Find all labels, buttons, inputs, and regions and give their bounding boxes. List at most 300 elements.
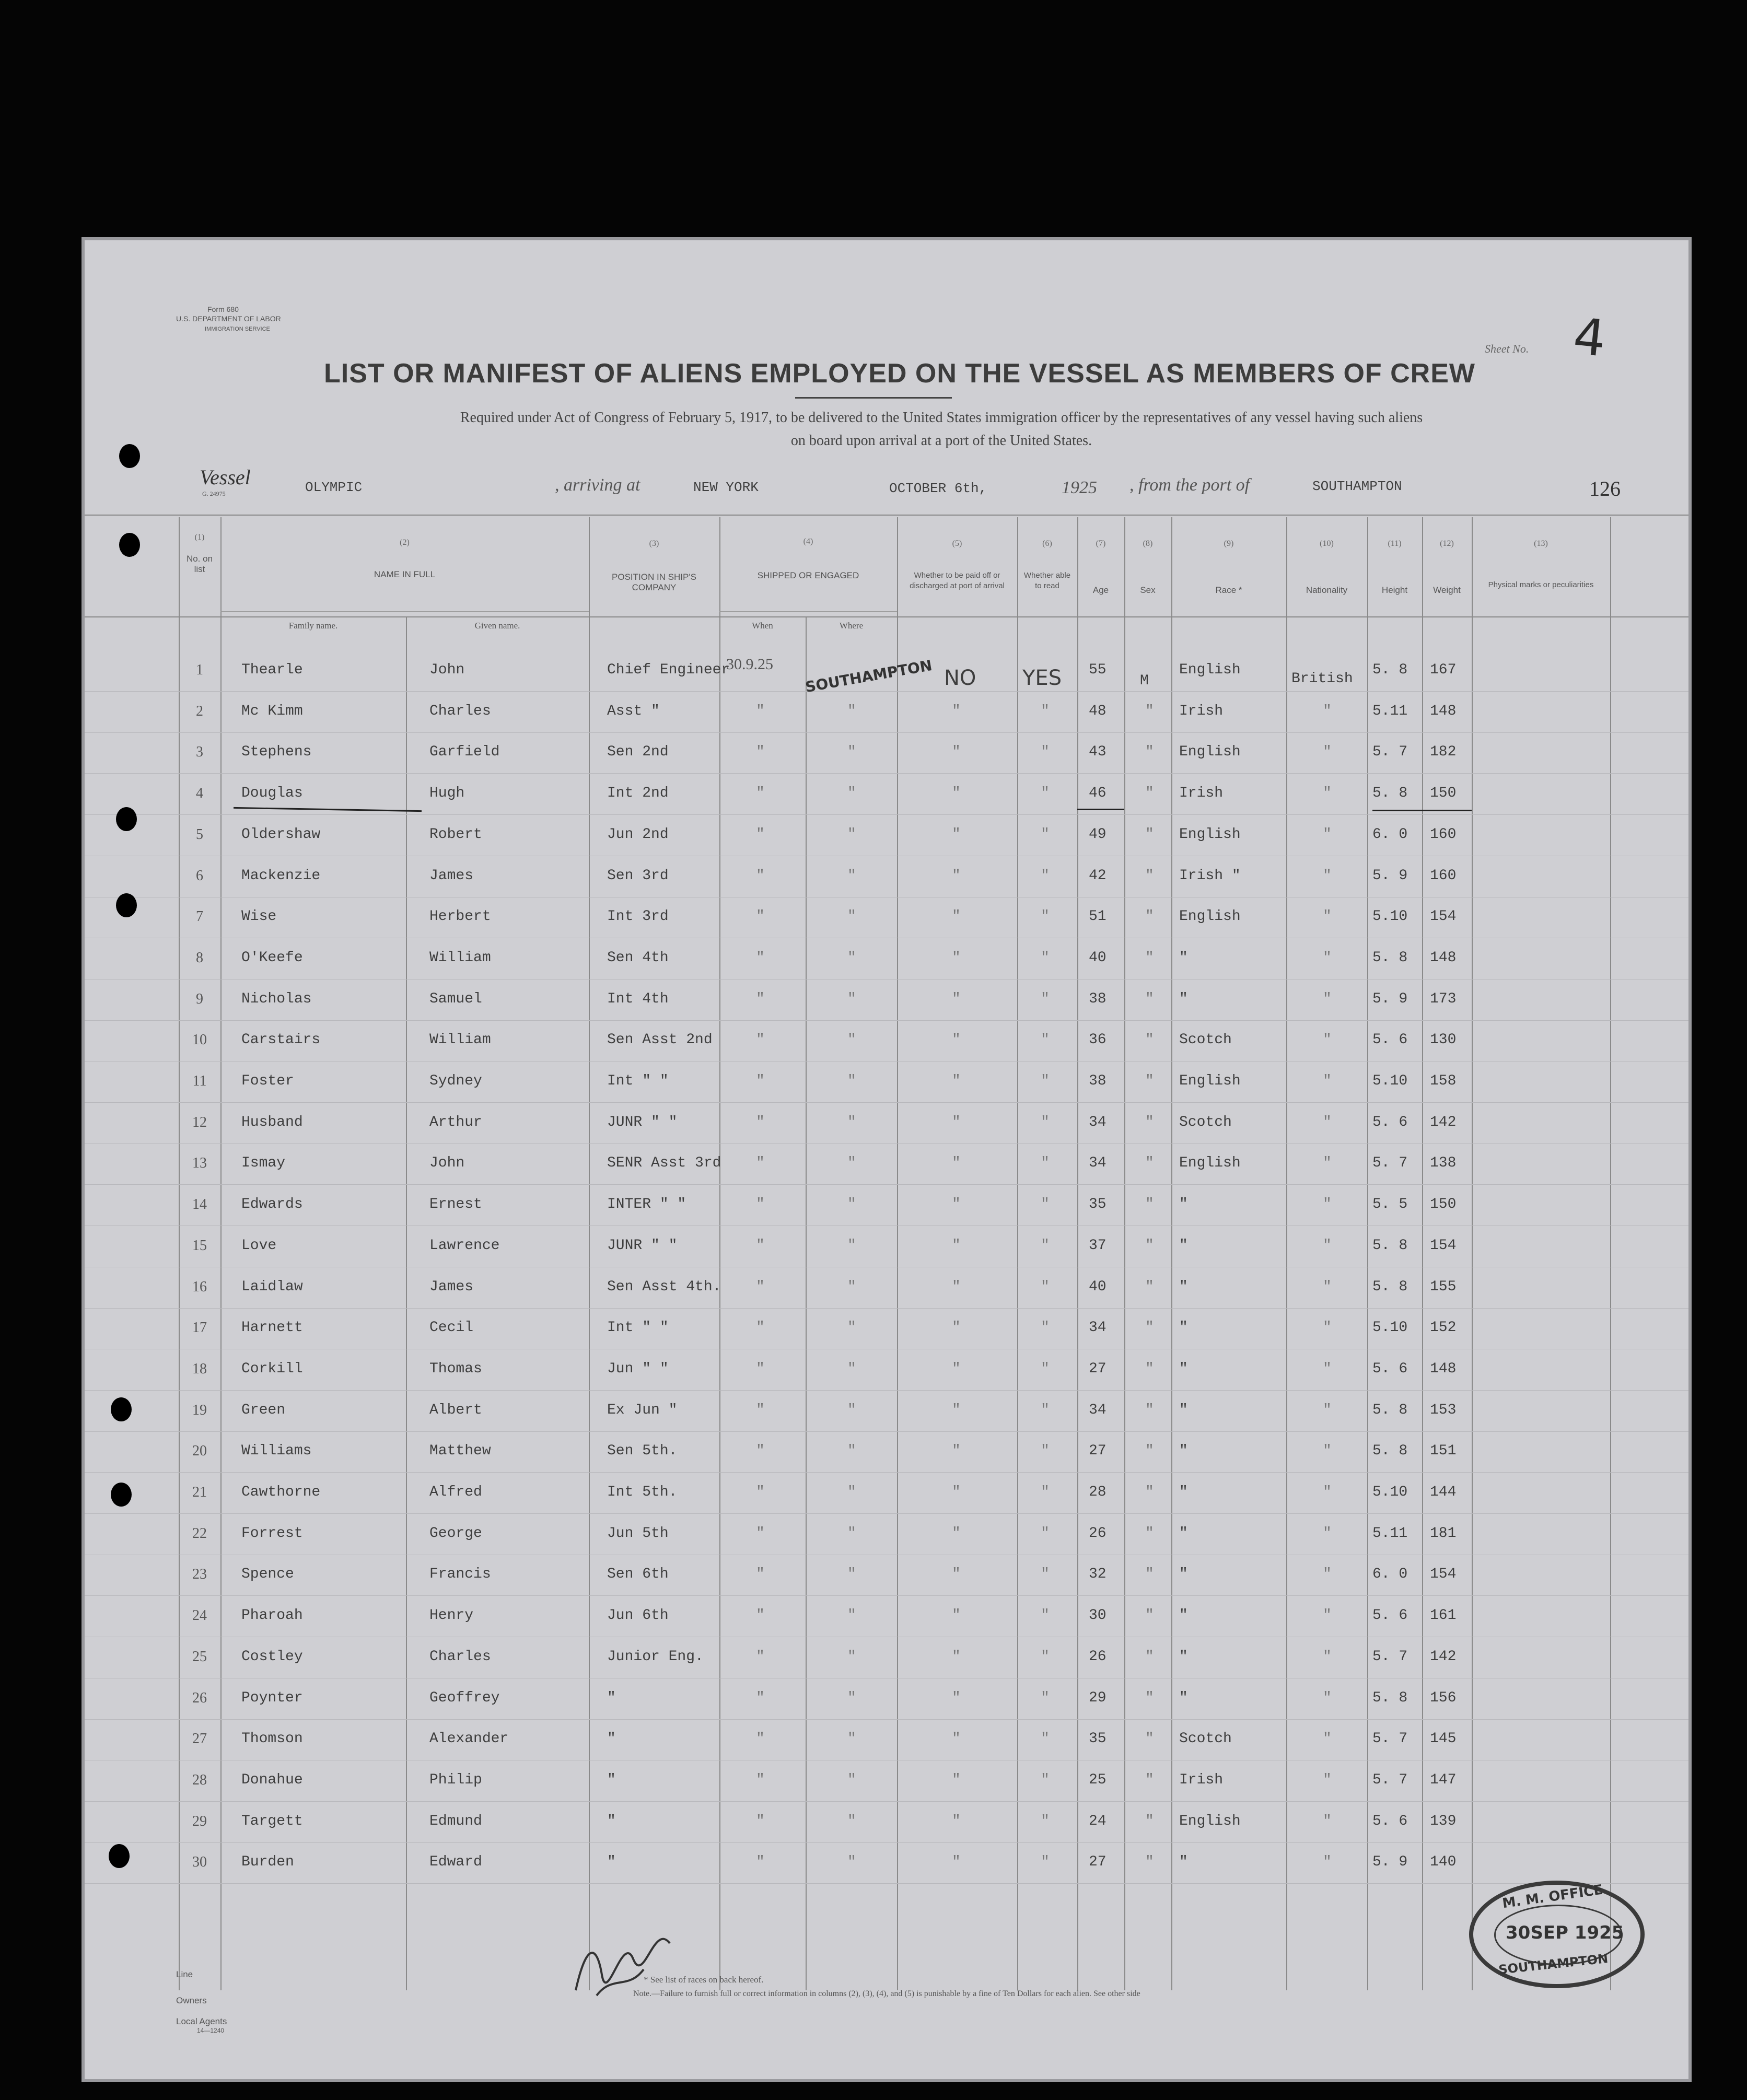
ditto-mark: " [1323, 785, 1332, 802]
arriving-label: , arriving at [555, 475, 640, 495]
row-weight: 158 [1430, 1073, 1457, 1089]
ditto-mark: " [1041, 1320, 1050, 1336]
row-no: 10 [192, 1032, 207, 1048]
ditto-mark: " [847, 1689, 856, 1706]
ditto-mark: " [1323, 1032, 1332, 1048]
when-header: When [752, 621, 773, 631]
row-position: JUNR " " [607, 1114, 678, 1130]
col11-header: Height [1381, 585, 1408, 595]
row-no: 8 [196, 949, 203, 966]
ditto-mark: " [1145, 1771, 1154, 1788]
ditto-mark: " [847, 1484, 856, 1500]
subtitle-line-2: on board upon arrival at a port of the United States. [790, 433, 1092, 449]
row-height: 5. 6 [1372, 1607, 1408, 1624]
ditto-mark: " [1145, 1402, 1154, 1418]
row-race: English [1179, 826, 1241, 843]
row-race: " [1179, 1443, 1188, 1460]
agents-code: 14—1240 [197, 2027, 225, 2034]
row-weight: 142 [1430, 1114, 1457, 1130]
ditto-mark: " [756, 1771, 765, 1788]
ditto-mark: " [756, 1525, 765, 1542]
row-race: " [1179, 1607, 1188, 1624]
row-position: Int 3rd [607, 908, 669, 925]
ditto-mark: " [1323, 949, 1332, 966]
row-race: English [1179, 1813, 1241, 1829]
row-race: Scotch [1179, 1032, 1232, 1048]
row-position: " [607, 1813, 616, 1829]
ditto-mark: " [1041, 785, 1050, 802]
table-row [85, 856, 1688, 897]
ditto-mark: " [952, 949, 961, 966]
ditto-mark: " [847, 949, 856, 966]
punch-hole [119, 444, 140, 468]
ditto-mark: " [1041, 908, 1050, 925]
ditto-mark: " [1145, 949, 1154, 966]
table-top-rule [85, 515, 1688, 516]
strike-row-4-measure [1372, 810, 1472, 811]
row-no: 17 [192, 1320, 207, 1336]
table-row [85, 1802, 1688, 1843]
row-age: 55 [1089, 662, 1107, 678]
ditto-mark: " [1145, 1196, 1154, 1213]
col10-header: Nationality [1306, 585, 1348, 595]
table-row [85, 1349, 1688, 1391]
row-no: 27 [192, 1731, 207, 1747]
row-no: 12 [192, 1114, 207, 1130]
row-race: Irish [1179, 785, 1224, 802]
ditto-mark: " [1041, 1402, 1050, 1418]
ditto-mark: " [1323, 990, 1332, 1007]
punch-hole [116, 893, 137, 917]
row-race: English [1179, 1155, 1241, 1172]
ditto-mark: " [1145, 1854, 1154, 1871]
col13-header: Physical marks or peculiarities [1488, 580, 1594, 589]
row-position: Jun 2nd [607, 826, 669, 843]
row-height: 5. 5 [1372, 1196, 1408, 1213]
table-row [85, 938, 1688, 979]
ditto-mark: " [952, 1032, 961, 1048]
row-race: " [1179, 1525, 1188, 1542]
row-race: " [1179, 1278, 1188, 1295]
row-family: Costley [241, 1648, 303, 1665]
row-position: Int 4th [607, 990, 669, 1007]
vessel-label: Vessel [200, 465, 251, 489]
row-weight: 130 [1430, 1032, 1457, 1048]
document-title: LIST OR MANIFEST OF ALIENS EMPLOYED ON THE VESSEL AS MEMBERS OF CREW [324, 358, 1475, 389]
ditto-mark: " [847, 1771, 856, 1788]
row-given: Garfield [429, 744, 500, 761]
ditto-mark: " [952, 1237, 961, 1254]
ditto-mark: " [952, 1648, 961, 1665]
ditto-mark: " [1145, 1566, 1154, 1583]
row-weight: 154 [1430, 1237, 1457, 1254]
row-age: 27 [1089, 1854, 1107, 1871]
ditto-mark: " [952, 1360, 961, 1377]
table-row [85, 897, 1688, 938]
ditto-mark: " [847, 1073, 856, 1089]
row-weight: 154 [1430, 1566, 1457, 1583]
row-weight: 182 [1430, 744, 1457, 761]
row-no: 25 [192, 1648, 207, 1665]
row-race: Irish [1179, 1771, 1224, 1788]
ditto-mark: " [847, 1278, 856, 1295]
ditto-mark: " [756, 1196, 765, 1213]
row-no: 21 [192, 1484, 207, 1500]
ditto-mark: " [952, 1443, 961, 1460]
col6-number: (6) [1042, 539, 1052, 548]
row-age: 36 [1089, 1032, 1107, 1048]
row-given: John [429, 1155, 465, 1172]
ditto-mark: " [756, 826, 765, 843]
from-label: , from the port of [1129, 475, 1250, 495]
line-label: Line [176, 1969, 193, 1979]
row-family: Edwards [241, 1196, 303, 1213]
row-age: 27 [1089, 1443, 1107, 1460]
agents-label: Local Agents [176, 2016, 227, 2026]
col2-header: NAME IN FULL [374, 569, 436, 579]
owners-label: Owners [176, 1996, 207, 2005]
col7-number: (7) [1096, 539, 1106, 548]
row-age: 26 [1089, 1525, 1107, 1542]
ditto-mark: " [1323, 1114, 1332, 1130]
row-weight: 142 [1430, 1648, 1457, 1665]
row-age: 30 [1089, 1607, 1107, 1624]
col10-number: (10) [1320, 539, 1334, 548]
table-row [85, 1020, 1688, 1061]
row-race: " [1179, 1566, 1188, 1583]
row-weight: 152 [1430, 1320, 1457, 1336]
row-given: Alexander [429, 1731, 509, 1747]
row-age: 49 [1089, 826, 1107, 843]
ditto-mark: " [1145, 826, 1154, 843]
row-height: 5.10 [1372, 908, 1408, 925]
row-weight: 150 [1430, 1196, 1457, 1213]
row-race: " [1179, 1854, 1188, 1871]
ditto-mark: " [756, 908, 765, 925]
ditto-mark: " [1041, 990, 1050, 1007]
strike-row-4-age [1077, 809, 1124, 810]
table-row [85, 1678, 1688, 1720]
ditto-mark: " [1323, 1278, 1332, 1295]
ditto-mark: " [756, 1813, 765, 1829]
row-height: 5. 9 [1372, 867, 1408, 884]
row-height: 5. 7 [1372, 744, 1408, 761]
ditto-mark: " [756, 785, 765, 802]
col4-header: SHIPPED OR ENGAGED [757, 570, 859, 580]
ditto-mark: " [847, 744, 856, 761]
col2-sub-rule [220, 611, 589, 612]
row-height: 5.10 [1372, 1073, 1408, 1089]
row-race: English [1179, 744, 1241, 761]
row-height: 5. 6 [1372, 1114, 1408, 1130]
ditto-mark: " [756, 1731, 765, 1747]
row-family: Mackenzie [241, 867, 321, 884]
col7-header: Age [1092, 585, 1109, 595]
row-family: Williams [241, 1443, 312, 1460]
ditto-mark: " [1041, 1196, 1050, 1213]
ditto-mark: " [1323, 1607, 1332, 1624]
row-given: Francis [429, 1566, 491, 1583]
row-race: Scotch [1179, 1731, 1232, 1747]
row-age: 38 [1089, 1073, 1107, 1089]
row-weight: 156 [1430, 1689, 1457, 1706]
footnote-penalty: Note.—Failure to furnish full or correct information in columns (2), (3), (4), and (5) is punishable by a fine of Ten Dollars for each alien. See other side [633, 1989, 1140, 1998]
ditto-mark: " [756, 1360, 765, 1377]
ditto-mark: " [952, 1484, 961, 1500]
ditto-mark: " [756, 1607, 765, 1624]
col6-header: Whether able to read [1023, 571, 1071, 590]
departure-port: SOUTHAMPTON [1312, 479, 1402, 494]
ditto-mark: " [1323, 1854, 1332, 1871]
ditto-mark: " [952, 1196, 961, 1213]
row-height: 5. 8 [1372, 1278, 1408, 1295]
form-number: Form 680 [207, 305, 239, 313]
row-given: Henry [429, 1607, 474, 1624]
row-given: Robert [429, 826, 482, 843]
row-family: Carstairs [241, 1032, 321, 1048]
table-row [85, 1308, 1688, 1349]
col8-header: Sex [1140, 585, 1156, 595]
service-label: IMMIGRATION SERVICE [205, 326, 270, 332]
row-race: " [1179, 949, 1188, 966]
row-position: Sen 4th [607, 949, 669, 966]
ditto-mark: " [756, 1073, 765, 1089]
row-family: Husband [241, 1114, 303, 1130]
ditto-mark: " [1323, 1813, 1332, 1829]
row-height: 5. 6 [1372, 1032, 1408, 1048]
ditto-mark: " [1145, 1237, 1154, 1254]
row-given: Thomas [429, 1360, 482, 1377]
row-family: Douglas [241, 785, 303, 802]
ditto-mark: " [1041, 949, 1050, 966]
row-weight: 148 [1430, 703, 1457, 719]
row-family: Targett [241, 1813, 303, 1829]
table-header-rule [85, 616, 1688, 617]
ditto-mark: " [1041, 1032, 1050, 1048]
row-weight: 140 [1430, 1854, 1457, 1871]
row-height: 5. 8 [1372, 1443, 1408, 1460]
ditto-mark: " [847, 1402, 856, 1418]
ditto-mark: " [1323, 1731, 1332, 1747]
row-given: Sydney [429, 1073, 482, 1089]
ditto-mark: " [847, 1320, 856, 1336]
row-given: Herbert [429, 908, 491, 925]
ditto-mark: " [1041, 703, 1050, 719]
row-given: Ernest [429, 1196, 482, 1213]
row-height: 5.11 [1372, 703, 1408, 719]
row-no: 16 [192, 1278, 207, 1295]
ditto-mark: " [1145, 1689, 1154, 1706]
ditto-mark: " [1145, 1813, 1154, 1829]
able-to-read-answer: YES [1022, 666, 1062, 690]
paid-off-answer: NO [944, 666, 976, 690]
ditto-mark: " [952, 785, 961, 802]
ditto-mark: " [952, 826, 961, 843]
ditto-mark: " [1323, 908, 1332, 925]
ditto-mark: " [1041, 1278, 1050, 1295]
ditto-mark: " [1041, 1689, 1050, 1706]
row-age: 24 [1089, 1813, 1107, 1829]
title-rule [795, 397, 952, 399]
row-race: " [1179, 1484, 1188, 1500]
row-given: Arthur [429, 1114, 482, 1130]
ditto-mark: " [1145, 1607, 1154, 1624]
row-weight: 151 [1430, 1443, 1457, 1460]
row-age: 27 [1089, 1360, 1107, 1377]
ditto-mark: " [847, 1443, 856, 1460]
row-age: 40 [1089, 1278, 1107, 1295]
row-age: 46 [1089, 785, 1107, 802]
ditto-mark: " [756, 1278, 765, 1295]
row-height: 5. 7 [1372, 1771, 1408, 1788]
stamp-office: M. M. OFFICE [1501, 1882, 1604, 1912]
col3-header: POSITION IN SHIP'S COMPANY [612, 572, 696, 592]
ditto-mark: " [1041, 1073, 1050, 1089]
row-position: Sen 2nd [607, 744, 669, 761]
row-position: Chief Engineer [607, 662, 730, 678]
row-family: Poynter [241, 1689, 303, 1706]
ditto-mark: " [756, 1484, 765, 1500]
row-height: 5. 6 [1372, 1360, 1408, 1377]
vessel-name: OLYMPIC [305, 480, 363, 495]
row-given: James [429, 867, 474, 884]
col4-number: (4) [803, 537, 813, 546]
row-position: INTER " " [607, 1196, 686, 1213]
ditto-mark: " [1041, 1114, 1050, 1130]
ditto-mark: " [952, 1320, 961, 1336]
ditto-mark: " [952, 1525, 961, 1542]
ditto-mark: " [847, 990, 856, 1007]
ditto-mark: " [1145, 1360, 1154, 1377]
ditto-mark: " [1041, 1648, 1050, 1665]
ditto-mark: " [1145, 1155, 1154, 1172]
ditto-mark: " [1323, 826, 1332, 843]
row-position: Int 5th. [607, 1484, 678, 1500]
row-position: Sen 6th [607, 1566, 669, 1583]
ditto-mark: " [847, 826, 856, 843]
ditto-mark: " [1145, 703, 1154, 719]
ditto-mark: " [847, 867, 856, 884]
table-row [85, 1431, 1688, 1473]
ditto-mark: " [952, 1771, 961, 1788]
ditto-mark: " [1041, 1771, 1050, 1788]
ditto-mark: " [756, 1320, 765, 1336]
row-age: 34 [1089, 1114, 1107, 1130]
row-height: 6. 0 [1372, 826, 1408, 843]
ditto-mark: " [1041, 1155, 1050, 1172]
row-family: Cawthorne [241, 1484, 321, 1500]
ditto-mark: " [952, 1402, 961, 1418]
table-row [85, 1842, 1688, 1884]
table-row [85, 1637, 1688, 1678]
ditto-mark: " [1041, 867, 1050, 884]
row-race: Irish [1179, 703, 1224, 719]
ditto-mark: " [1323, 1484, 1332, 1500]
row-weight: 138 [1430, 1155, 1457, 1172]
row-no: 29 [192, 1813, 207, 1829]
row-weight: 167 [1430, 662, 1457, 678]
col1-number: (1) [194, 533, 205, 542]
row-no: 9 [196, 990, 203, 1007]
ditto-mark: " [1323, 703, 1332, 719]
ditto-mark: " [847, 1525, 856, 1542]
row-weight: 160 [1430, 867, 1457, 884]
ditto-mark: " [952, 1854, 961, 1871]
row-given: Charles [429, 703, 491, 719]
row-race: " [1179, 1360, 1188, 1377]
row-position: Sen Asst 4th. [607, 1278, 721, 1295]
row-given: Philip [429, 1771, 482, 1788]
punch-hole [111, 1483, 132, 1507]
row-family: Forrest [241, 1525, 303, 1542]
row-age: 35 [1089, 1196, 1107, 1213]
stamp-date: 30SEP 1925 [1506, 1922, 1624, 1943]
row-given: John [429, 662, 465, 678]
row-age: 26 [1089, 1648, 1107, 1665]
col11-number: (11) [1388, 539, 1402, 548]
given-name-header: Given name. [474, 621, 520, 631]
row-height: 5. 9 [1372, 990, 1408, 1007]
ditto-mark: " [1323, 1443, 1332, 1460]
row-given: Edmund [429, 1813, 482, 1829]
punch-hole [116, 807, 137, 831]
ditto-mark: " [847, 1566, 856, 1583]
row-weight: 148 [1430, 1360, 1457, 1377]
row-weight: 155 [1430, 1278, 1457, 1295]
row-no: 23 [192, 1566, 207, 1583]
ditto-mark: " [847, 1196, 856, 1213]
ditto-mark: " [756, 867, 765, 884]
col9-header: Race * [1215, 585, 1242, 595]
row-weight: 147 [1430, 1771, 1457, 1788]
table-row [85, 1061, 1688, 1103]
row-race: English [1179, 662, 1241, 678]
row-position: " [607, 1689, 616, 1706]
ditto-mark: " [1041, 744, 1050, 761]
row-given: Lawrence [429, 1237, 500, 1254]
stamp-place: SOUTHAMPTON [1498, 1951, 1609, 1977]
row-family: Corkill [241, 1360, 303, 1377]
row-age: 35 [1089, 1731, 1107, 1747]
ditto-mark: " [1145, 990, 1154, 1007]
ditto-mark: " [1041, 1813, 1050, 1829]
table-row [85, 1391, 1688, 1432]
row-position: Sen Asst 2nd [607, 1032, 713, 1048]
row-height: 5. 7 [1372, 1731, 1408, 1747]
ditto-mark: " [1041, 1525, 1050, 1542]
row-height: 5. 7 [1372, 1155, 1408, 1172]
ditto-mark: " [1323, 1360, 1332, 1377]
row-position: JUNR " " [607, 1237, 678, 1254]
ditto-mark: " [756, 1443, 765, 1460]
ditto-mark: " [1145, 1731, 1154, 1747]
footnote-races: * See list of races on back hereof. [644, 1975, 764, 1985]
row-given: Matthew [429, 1443, 491, 1460]
col5-number: (5) [952, 539, 962, 548]
row-no: 6 [196, 867, 203, 884]
row-height: 5. 6 [1372, 1813, 1408, 1829]
col4-sub-rule [719, 611, 897, 612]
row-height: 5. 8 [1372, 785, 1408, 802]
ditto-mark: " [1145, 1114, 1154, 1130]
ditto-mark: " [952, 908, 961, 925]
row-family: Pharoah [241, 1607, 303, 1624]
ditto-mark: " [847, 1813, 856, 1829]
row-given: William [429, 949, 491, 966]
row-weight: 150 [1430, 785, 1457, 802]
manifest-sheet [85, 240, 1688, 2079]
row-height: 5. 8 [1372, 662, 1408, 678]
